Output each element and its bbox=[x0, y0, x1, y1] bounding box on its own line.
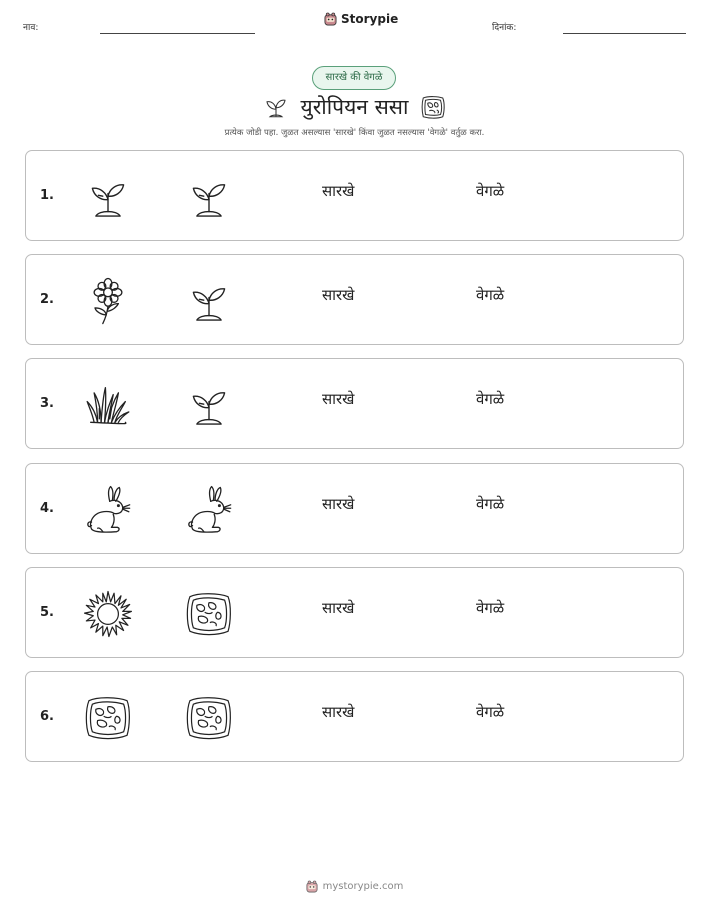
option-different[interactable]: वेगळे bbox=[476, 286, 505, 304]
question-row-6 bbox=[25, 671, 684, 762]
date-label: दिनांक: bbox=[492, 23, 517, 33]
question-row-4 bbox=[25, 463, 684, 554]
soil-icon bbox=[418, 92, 448, 122]
activity-badge: सारखे की वेगळे bbox=[312, 66, 396, 90]
sprout-icon bbox=[183, 275, 235, 327]
sprout-icon bbox=[183, 171, 235, 223]
option-different[interactable]: वेगळे bbox=[476, 703, 505, 721]
brand-name: Storypie bbox=[341, 12, 399, 26]
question-row-3 bbox=[25, 358, 684, 449]
option-same[interactable]: सारखे bbox=[322, 390, 355, 408]
flower-icon bbox=[82, 275, 134, 327]
option-same[interactable]: सारखे bbox=[322, 182, 355, 200]
option-different[interactable]: वेगळे bbox=[476, 390, 505, 408]
soil-icon bbox=[183, 588, 235, 640]
row-number: 1. bbox=[40, 188, 54, 203]
question-row-1 bbox=[25, 150, 684, 241]
row-number: 2. bbox=[40, 292, 54, 307]
title-row bbox=[0, 92, 709, 122]
date-line[interactable] bbox=[563, 33, 686, 34]
rabbit-icon bbox=[183, 484, 235, 536]
row-number: 3. bbox=[40, 396, 54, 411]
option-same[interactable]: सारखे bbox=[322, 286, 355, 304]
option-same[interactable]: सारखे bbox=[322, 703, 355, 721]
option-same[interactable]: सारखे bbox=[322, 599, 355, 617]
sun-icon bbox=[82, 588, 134, 640]
rabbit-icon bbox=[82, 484, 134, 536]
storypie-logo-icon bbox=[324, 12, 337, 26]
instructions: प्रत्येक जोडी पहा. जुळत असल्यास 'सारखे' किंवा जुळत नसल्यास 'वेगळे' वर्तुळ करा. bbox=[224, 128, 485, 138]
option-same[interactable]: सारखे bbox=[322, 495, 355, 513]
question-row-2 bbox=[25, 254, 684, 345]
row-number: 6. bbox=[40, 709, 54, 724]
sprout-icon bbox=[261, 92, 291, 122]
option-different[interactable]: वेगळे bbox=[476, 495, 505, 513]
soil-icon bbox=[183, 692, 235, 744]
page-title: युरोपियन ससा bbox=[300, 95, 409, 119]
option-different[interactable]: वेगळे bbox=[476, 182, 505, 200]
row-number: 5. bbox=[40, 605, 54, 620]
option-different[interactable]: वेगळे bbox=[476, 599, 505, 617]
sprout-icon bbox=[82, 171, 134, 223]
sprout-icon bbox=[183, 379, 235, 431]
storypie-logo-icon bbox=[306, 880, 318, 893]
footer bbox=[0, 880, 709, 893]
row-number: 4. bbox=[40, 501, 54, 516]
question-row-5 bbox=[25, 567, 684, 658]
name-line[interactable] bbox=[100, 33, 255, 34]
name-label: नाव: bbox=[23, 23, 39, 33]
footer-url[interactable]: mystorypie.com bbox=[322, 881, 404, 892]
grass-icon bbox=[82, 379, 134, 431]
brand bbox=[324, 12, 398, 26]
soil-icon bbox=[82, 692, 134, 744]
